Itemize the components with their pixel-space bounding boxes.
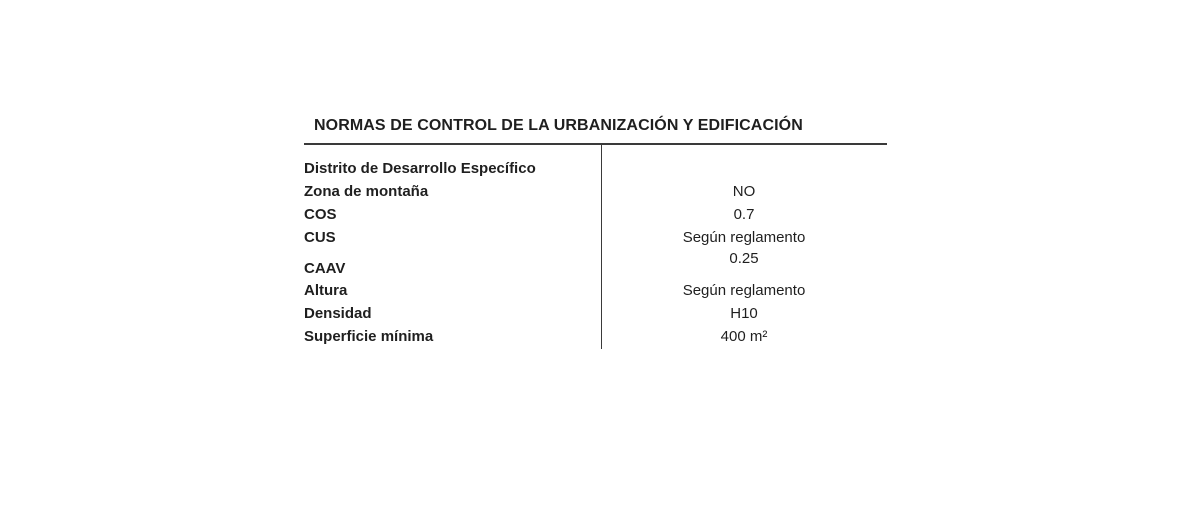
row-value-superficie: 400 m² xyxy=(720,328,768,345)
row-value-cus: Según reglamento xyxy=(682,229,806,246)
row-label-superficie: Superficie mínima xyxy=(304,328,434,345)
row-label-zona-montana: Zona de montaña xyxy=(304,183,429,200)
table-row xyxy=(304,249,887,279)
table-row xyxy=(304,180,887,203)
norms-document xyxy=(304,112,887,348)
norms-table xyxy=(304,145,887,348)
table-row xyxy=(304,325,887,348)
table-row xyxy=(304,157,887,180)
row-value-densidad: H10 xyxy=(730,305,758,322)
table-row xyxy=(304,226,887,249)
table-row xyxy=(304,279,887,302)
row-label-cus: CUS xyxy=(304,229,336,246)
row-label-altura: Altura xyxy=(304,282,348,299)
row-value-caav: 0.25 xyxy=(729,250,759,267)
table-top-spacer xyxy=(304,145,887,157)
row-label-densidad: Densidad xyxy=(304,305,372,322)
row-value-cos: 0.7 xyxy=(733,206,755,223)
row-label-caav: CAAV xyxy=(304,260,346,277)
row-label-distrito: Distrito de Desarrollo Específico xyxy=(304,160,536,177)
row-value-altura: Según reglamento xyxy=(682,282,806,299)
table-row xyxy=(304,203,887,226)
row-label-cos: COS xyxy=(304,206,337,223)
table-row xyxy=(304,302,887,325)
row-value-zona-montana: NO xyxy=(732,183,756,200)
document-title: NORMAS DE CONTROL DE LA URBANIZACIÓN Y EDIFICACIÓN xyxy=(314,117,803,134)
column-divider xyxy=(601,145,602,349)
